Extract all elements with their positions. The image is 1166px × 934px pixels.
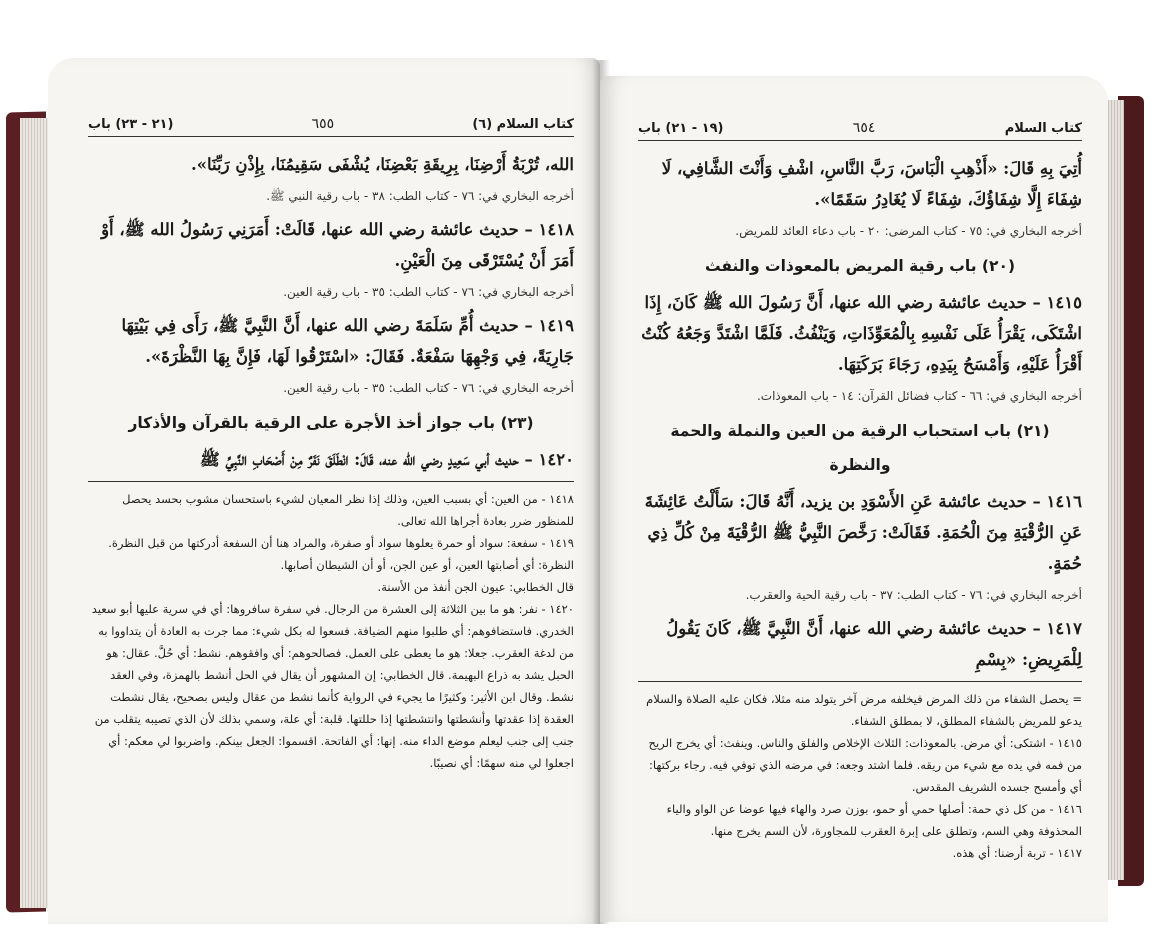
header-chapter-range: (٢١ - ٢٣) باب bbox=[88, 116, 174, 132]
hadith-source: أخرجه البخاري في: ٧٥ - كتاب المرضى: ٢٠ - باب دعاء العائد للمريض. bbox=[735, 224, 1082, 238]
footnote: ١٤١٥ - اشتكى: أي مرض. بالمعوذات: الثلاث الإخلاص والفلق والناس. وينفث: أي يخرج الريح من فمه في يده مع شيء من ريقه. فلما اشتد وجعه: في مرضه الذي توفي فيه. رجاء بركتها: أي وأمسح جسده الشريف المقدس. bbox=[648, 736, 1082, 794]
chapter-title: (٢١) باب استحباب الرقية من العين والنملة والحمة والنظرة bbox=[670, 422, 1050, 474]
hadith-source: أخرجه البخاري في: ٧٦ - كتاب الطب: ٣٥ - باب رقية العين. bbox=[283, 285, 574, 299]
footnote: ١٤١٧ - تربة أرضنا: أي هذه. bbox=[952, 846, 1082, 860]
footnotes bbox=[638, 681, 1082, 864]
footnotes bbox=[88, 481, 574, 774]
hadith-text: ١٤١٩ – حديث أُمِّ سَلَمَةَ رضي الله عنها، أَنَّ النَّبِيَّ ﷺ، رَأَى فِي بَيْتِهَا جَارِيَةً، فِي وَجْهِهَا سَفْعَةٌ. فَقَالَ: «اسْتَرْقُوا لَهَا، فَإِنَّ بِهَا النَّظْرَةَ». bbox=[121, 316, 574, 366]
chapter-title: (٢٣) باب جواز أخذ الأجرة على الرقية بالقرآن والأذكار bbox=[128, 414, 534, 432]
footnote: = يحصل الشفاء من ذلك المرض فيخلفه مرض آخر يتولد منه مثلا، فكان عليه الصلاة والسلام يدعو للمريض بالشفاء المطلق، لا بمطلق الشفاء. bbox=[646, 692, 1082, 728]
header-book-title: كتاب السلام (٦) bbox=[472, 116, 574, 132]
hadith-text: ١٤١٦ – حديث عائشة عَنِ الأَسْوَدِ بن يزيد، أَنَّهُ قَالَ: سَأَلْتُ عَائِشَةَ عَنِ الرُّقْيَةِ مِنَ الْحُمَةِ. فَقَالَتْ: رَخَّصَ النَّبِيُّ ﷺ الرُّقْيَةَ مِنْ كُلِّ ذِي حُمَةٍ. bbox=[644, 492, 1082, 573]
footnote: قال الخطابي: عيون الجن أنفذ من الأسنة. bbox=[377, 580, 574, 594]
hadith-text: ١٤١٧ – حديث عائشة رضي الله عنها، أَنَّ النَّبِيَّ ﷺ، كَانَ يَقُولُ لِلْمَرِيضِ: «بِسْمِ bbox=[666, 619, 1082, 669]
footnote: ١٤٢٠ - نفر: هو ما بين الثلاثة إلى العشرة من الرجال. في سفرة سافروها: أي في سرية عليها أبو سعيد الخدري. فاستضافوهم: أي طلبوا منهم الضيافة. فسعوا له بكل شيء: مما جرت به العادة أن يتداووا به من لدغة العقرب. جعلا: هو ما يعطى على العمل. فصالحوهم: أي وافقوهم. نشط: أي حُلَّ. عقال: هو الحبل يشد به ذراع البهيمة. قال الخطابي: إن المشهور أن يقال في الحل أنشط بالهمزة، وفي العقد نشط. وقال ابن الأثير: وكثيرًا ما يجيء في الرواية كأنما نشط من عقال وليس بصحيح، يقال نشطت العقدة إذا عقدتها وأنشطتها وانتشطتها إذا حللتها. قلبة: أي علة، وسمي بذلك لأن الذي تصيبه يتقلب من جنب إلى جنب ليعلم موضع الداء منه. إنها: أي الفاتحة. اقسموا: الجعل بينكم. واضربوا لي معكم: أي اجعلوا لي منه سهمًا: أي نصيبًا. bbox=[91, 602, 574, 770]
header-chapter-range: (١٩ - ٢١) باب bbox=[638, 120, 724, 136]
hadith-text: أُتِيَ بِهِ قَالَ: «أَذْهِبِ الْبَاسَ، رَبَّ النَّاسِ، اشْفِ وَأَنْتَ الشَّافِي، لَا شِفَاءَ إِلَّا شِفَاؤُكَ، شِفَاءً لَا يُغَادِرُ سَقَمًا». bbox=[661, 159, 1082, 209]
hadith-source: أخرجه البخاري في: ٧٦ - كتاب الطب: ٣٥ - باب رقية العين. bbox=[283, 381, 574, 395]
footnote: ١٤١٨ - من العين: أي بسبب العين، وذلك إذا نظر المعيان لشيء باستحسان مشوب بحسد يحصل للمنظور ضرر بعادة أجراها الله تعالى. bbox=[122, 492, 574, 528]
hadith-text: ١٤١٥ – حديث عائشة رضي الله عنها، أَنَّ رَسُولَ الله ﷺ كَانَ، إِذَا اشْتَكَى، يَقْرَأُ عَلَى نَفْسِهِ بِالْمُعَوِّذَاتِ، وَيَنْفُثُ. فَلَمَّا اشْتَدَّ وَجَعُهُ كُنْتُ أَقْرَأُ عَلَيْهِ، وَأَمْسَحُ بِيَدِهِ، رَجَاءَ بَرَكَتِهَا. bbox=[641, 293, 1082, 374]
right-page-header bbox=[638, 120, 1082, 141]
hadith-source: أخرجه البخاري في: ٧٦ - كتاب الطب: ٣٨ - باب رقية النبي ﷺ. bbox=[266, 189, 574, 203]
hadith-text: ١٤١٨ – حديث عائشة رضي الله عنها، قَالَتْ: أَمَرَنِي رَسُولُ الله ﷺ، أَوْ أَمَرَ أَنْ يُسْتَرْقَى مِنَ الْعَيْنِ. bbox=[101, 220, 574, 270]
left-page bbox=[48, 58, 600, 924]
header-book-title: كتاب السلام bbox=[1004, 120, 1082, 136]
hadith-source: أخرجه البخاري في: ٦٦ - كتاب فضائل القرآن: ١٤ - باب المعوذات. bbox=[756, 389, 1082, 403]
hadith-source: أخرجه البخاري في: ٧٦ - كتاب الطب: ٣٧ - باب رقية الحية والعقرب. bbox=[745, 588, 1082, 602]
footnote: ١٤١٩ - سفعة: سواد أو حمرة يعلوها سواد أو صفرة، والمراد هنا أن السفعة أدركتها من قبل النظرة. النظرة: أي أصابتها العين، أو عين الجن، أو أن الشيطان أصابها. bbox=[108, 536, 574, 572]
chapter-title: (٢٠) باب رقية المريض بالمعوذات والنفث bbox=[704, 257, 1016, 275]
page-number: ٦٥٥ bbox=[311, 116, 335, 132]
hadith-text: ١٤٢٠ – حديث أبي سَعِيدٍ رضي الله عنه، قَالَ: انْطَلَقَ نَفَرٌ مِنْ أَصْحَابِ النَّبِيِّ ﷺ bbox=[199, 450, 574, 469]
footnote: ١٤١٦ - من كل ذي حمة: أصلها حمي أو حمو، بوزن صرد والهاء فيها عوضا عن الواو والياء المحذوفة وهي السم، وتطلق على إبرة العقرب للمجاورة، لأن السم يخرج منها. bbox=[666, 802, 1082, 838]
hadith-text: الله، تُرْبَةُ أَرْضِنَا، بِرِيقَةِ بَعْضِنَا، يُشْفَى سَقِيمُنَا، بِإِذْنِ رَبِّنَا». bbox=[190, 155, 574, 174]
page-number: ٦٥٤ bbox=[852, 120, 876, 136]
right-page bbox=[600, 76, 1108, 922]
left-page-header bbox=[88, 116, 574, 137]
